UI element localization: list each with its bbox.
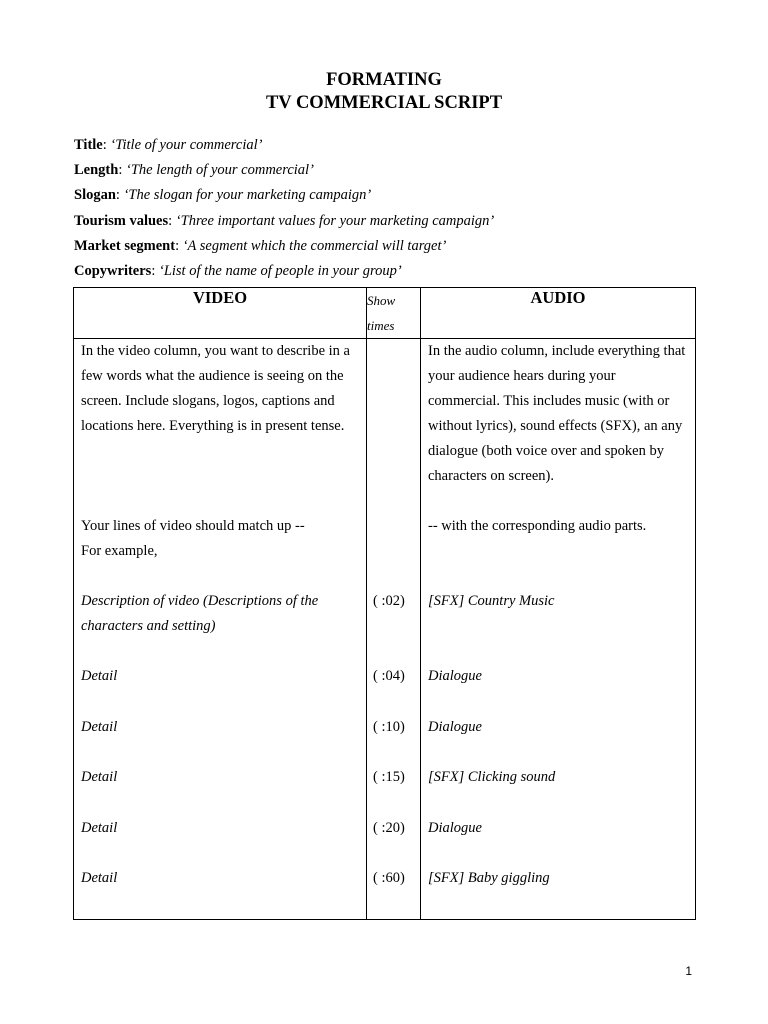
page-number: 1 (685, 964, 692, 978)
show-time-6: ( :60) (373, 870, 405, 886)
document-heading (0, 69, 768, 115)
audio-row-3: Dialogue (428, 719, 482, 735)
video-row-2: Detail (81, 668, 118, 684)
audio-row-6: [SFX] Baby giggling (428, 870, 550, 886)
heading-line-1: FORMATING (326, 70, 442, 90)
audio-intro: In the audio column, include everything that your audience hears during your commercial. This includes music (with or without lyrics), sound effects (SFX), an any dialogue (both voice over and spoken by characters on screen). (428, 343, 686, 485)
video-column-header: VIDEO (74, 288, 367, 339)
heading-line-2: TV COMMERCIAL SCRIPT (265, 93, 503, 113)
show-time-5: ( :20) (373, 820, 405, 836)
video-example-line: For example, (81, 543, 158, 559)
video-column (74, 339, 367, 920)
show-time-2: ( :04) (373, 668, 405, 684)
show-times-column (367, 339, 421, 920)
video-row-4: Detail (81, 769, 118, 785)
audio-match-line: -- with the corresponding audio parts. (428, 518, 647, 534)
script-metadata (74, 134, 494, 285)
show-time-4: ( :15) (373, 769, 405, 785)
meta-slogan: Slogan: ‘The slogan for your marketing campaign’ (74, 187, 372, 204)
video-intro: In the video column, you want to describe in a few words what the audience is seeing on the screen. Include slogans, logos, captions and locations here. Everything is in present tense. (81, 343, 350, 435)
show-times-header-line-1: Show (367, 293, 396, 308)
video-match-line: Your lines of video should match up -- (81, 518, 305, 534)
video-row-1: Description of video (Descriptions of the characters and setting) (81, 593, 319, 635)
script-table (73, 287, 696, 920)
table-body-row (74, 339, 696, 920)
meta-copywriters: Copywriters: ‘List of the name of people in your group’ (74, 262, 402, 279)
meta-length: Length: ‘The length of your commercial’ (74, 162, 314, 179)
meta-title: Title: ‘Title of your commercial’ (74, 137, 263, 153)
audio-row-2: Dialogue (428, 668, 482, 684)
audio-column-header: AUDIO (421, 288, 696, 339)
show-times-header-line-2: times (367, 318, 395, 333)
audio-column (421, 339, 696, 920)
show-time-1: ( :02) (373, 593, 405, 609)
video-row-3: Detail (81, 719, 118, 735)
meta-tourism-values: Tourism values: ‘Three important values for your marketing campaign’ (74, 212, 495, 229)
video-row-6: Detail (81, 870, 118, 886)
audio-row-5: Dialogue (428, 820, 482, 836)
audio-row-1: [SFX] Country Music (428, 593, 555, 609)
show-time-3: ( :10) (373, 719, 405, 735)
table-header-row (74, 288, 696, 339)
show-times-column-header (367, 288, 421, 339)
video-row-5: Detail (81, 820, 118, 836)
audio-row-4: [SFX] Clicking sound (428, 769, 556, 785)
meta-market-segment: Market segment: ‘A segment which the commercial will target’ (74, 237, 447, 254)
